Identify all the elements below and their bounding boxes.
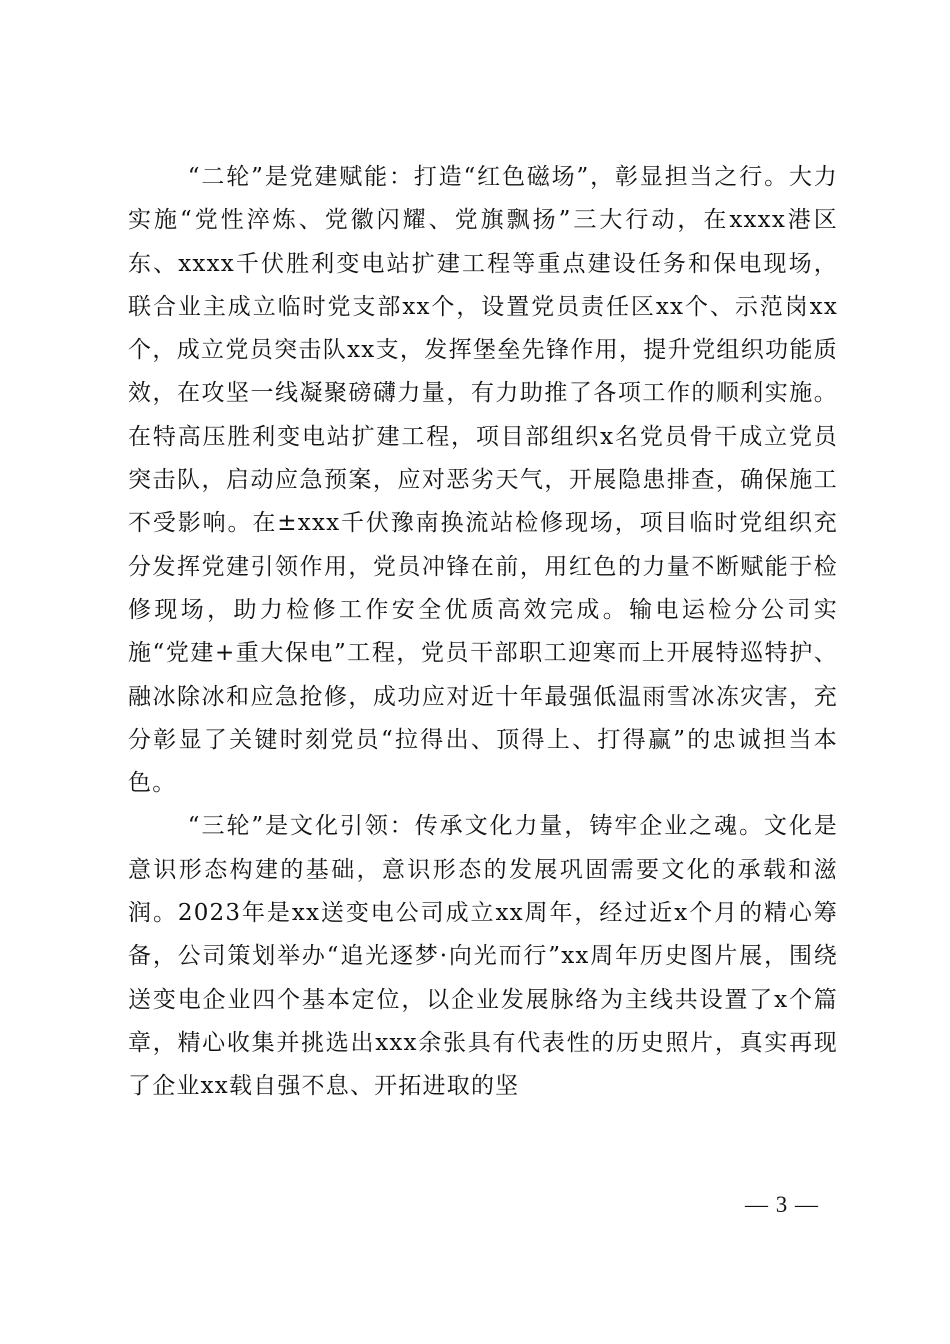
document-body (128, 156, 838, 1109)
paragraph-culture: “三轮”是文化引领：传承文化力量，铸牢企业之魂。文化是意识形态构建的基础，意识形态的发展巩固需要文化的承载和滋润。2023年是xx送变电公司成立xx周年，经过近x个月的精心筹备，公司策划举办“追光逐梦·向光而行”xx周年历史图片展，围绕送变电企业四个基本定位，以企业发展脉络为主线共设置了x个篇章，精心收集并挑选出xxx余张具有代表性的历史照片，真实再现了企业xx载自强不息、开拓进取的坚 (128, 813, 838, 1100)
page-number: — 3 — (745, 1192, 819, 1217)
paragraph-party-building: “二轮”是党建赋能：打造“红色磁场”，彰显担当之行。大力实施“党性淬炼、党徽闪耀、党旗飘扬”三大行动，在xxxx港区东、xxxx千伏胜利变电站扩建工程等重点建设任务和保电现场，联合业主成立临时党支部xx个，设置党员责任区xx个、示范岗xx个，成立党员突击队xx支，发挥堡垒先锋作用，提升党组织功能质效，在攻坚一线凝聚磅礴力量，有力助推了各项工作的顺利实施。在特高压胜利变电站扩建工程，项目部组织x名党员骨干成立党员突击队，启动应急预案，应对恶劣天气，开展隐患排查，确保施工不受影响。在±xxx千伏豫南换流站检修现场，项目临时党组织充分发挥党建引领作用，党员冲锋在前，用红色的力量不断赋能于检修现场，助力检修工作安全优质高效完成。输电运检分公司实施“党建+重大保电”工程，党员干部职工迎寒而上开展特巡特护、融冰除冰和应急抢修，成功应对近十年最强低温雨雪冰冻灾害，充分彰显了关键时刻党员“拉得出、顶得上、打得赢”的忠诚担当本色。 (128, 164, 838, 797)
